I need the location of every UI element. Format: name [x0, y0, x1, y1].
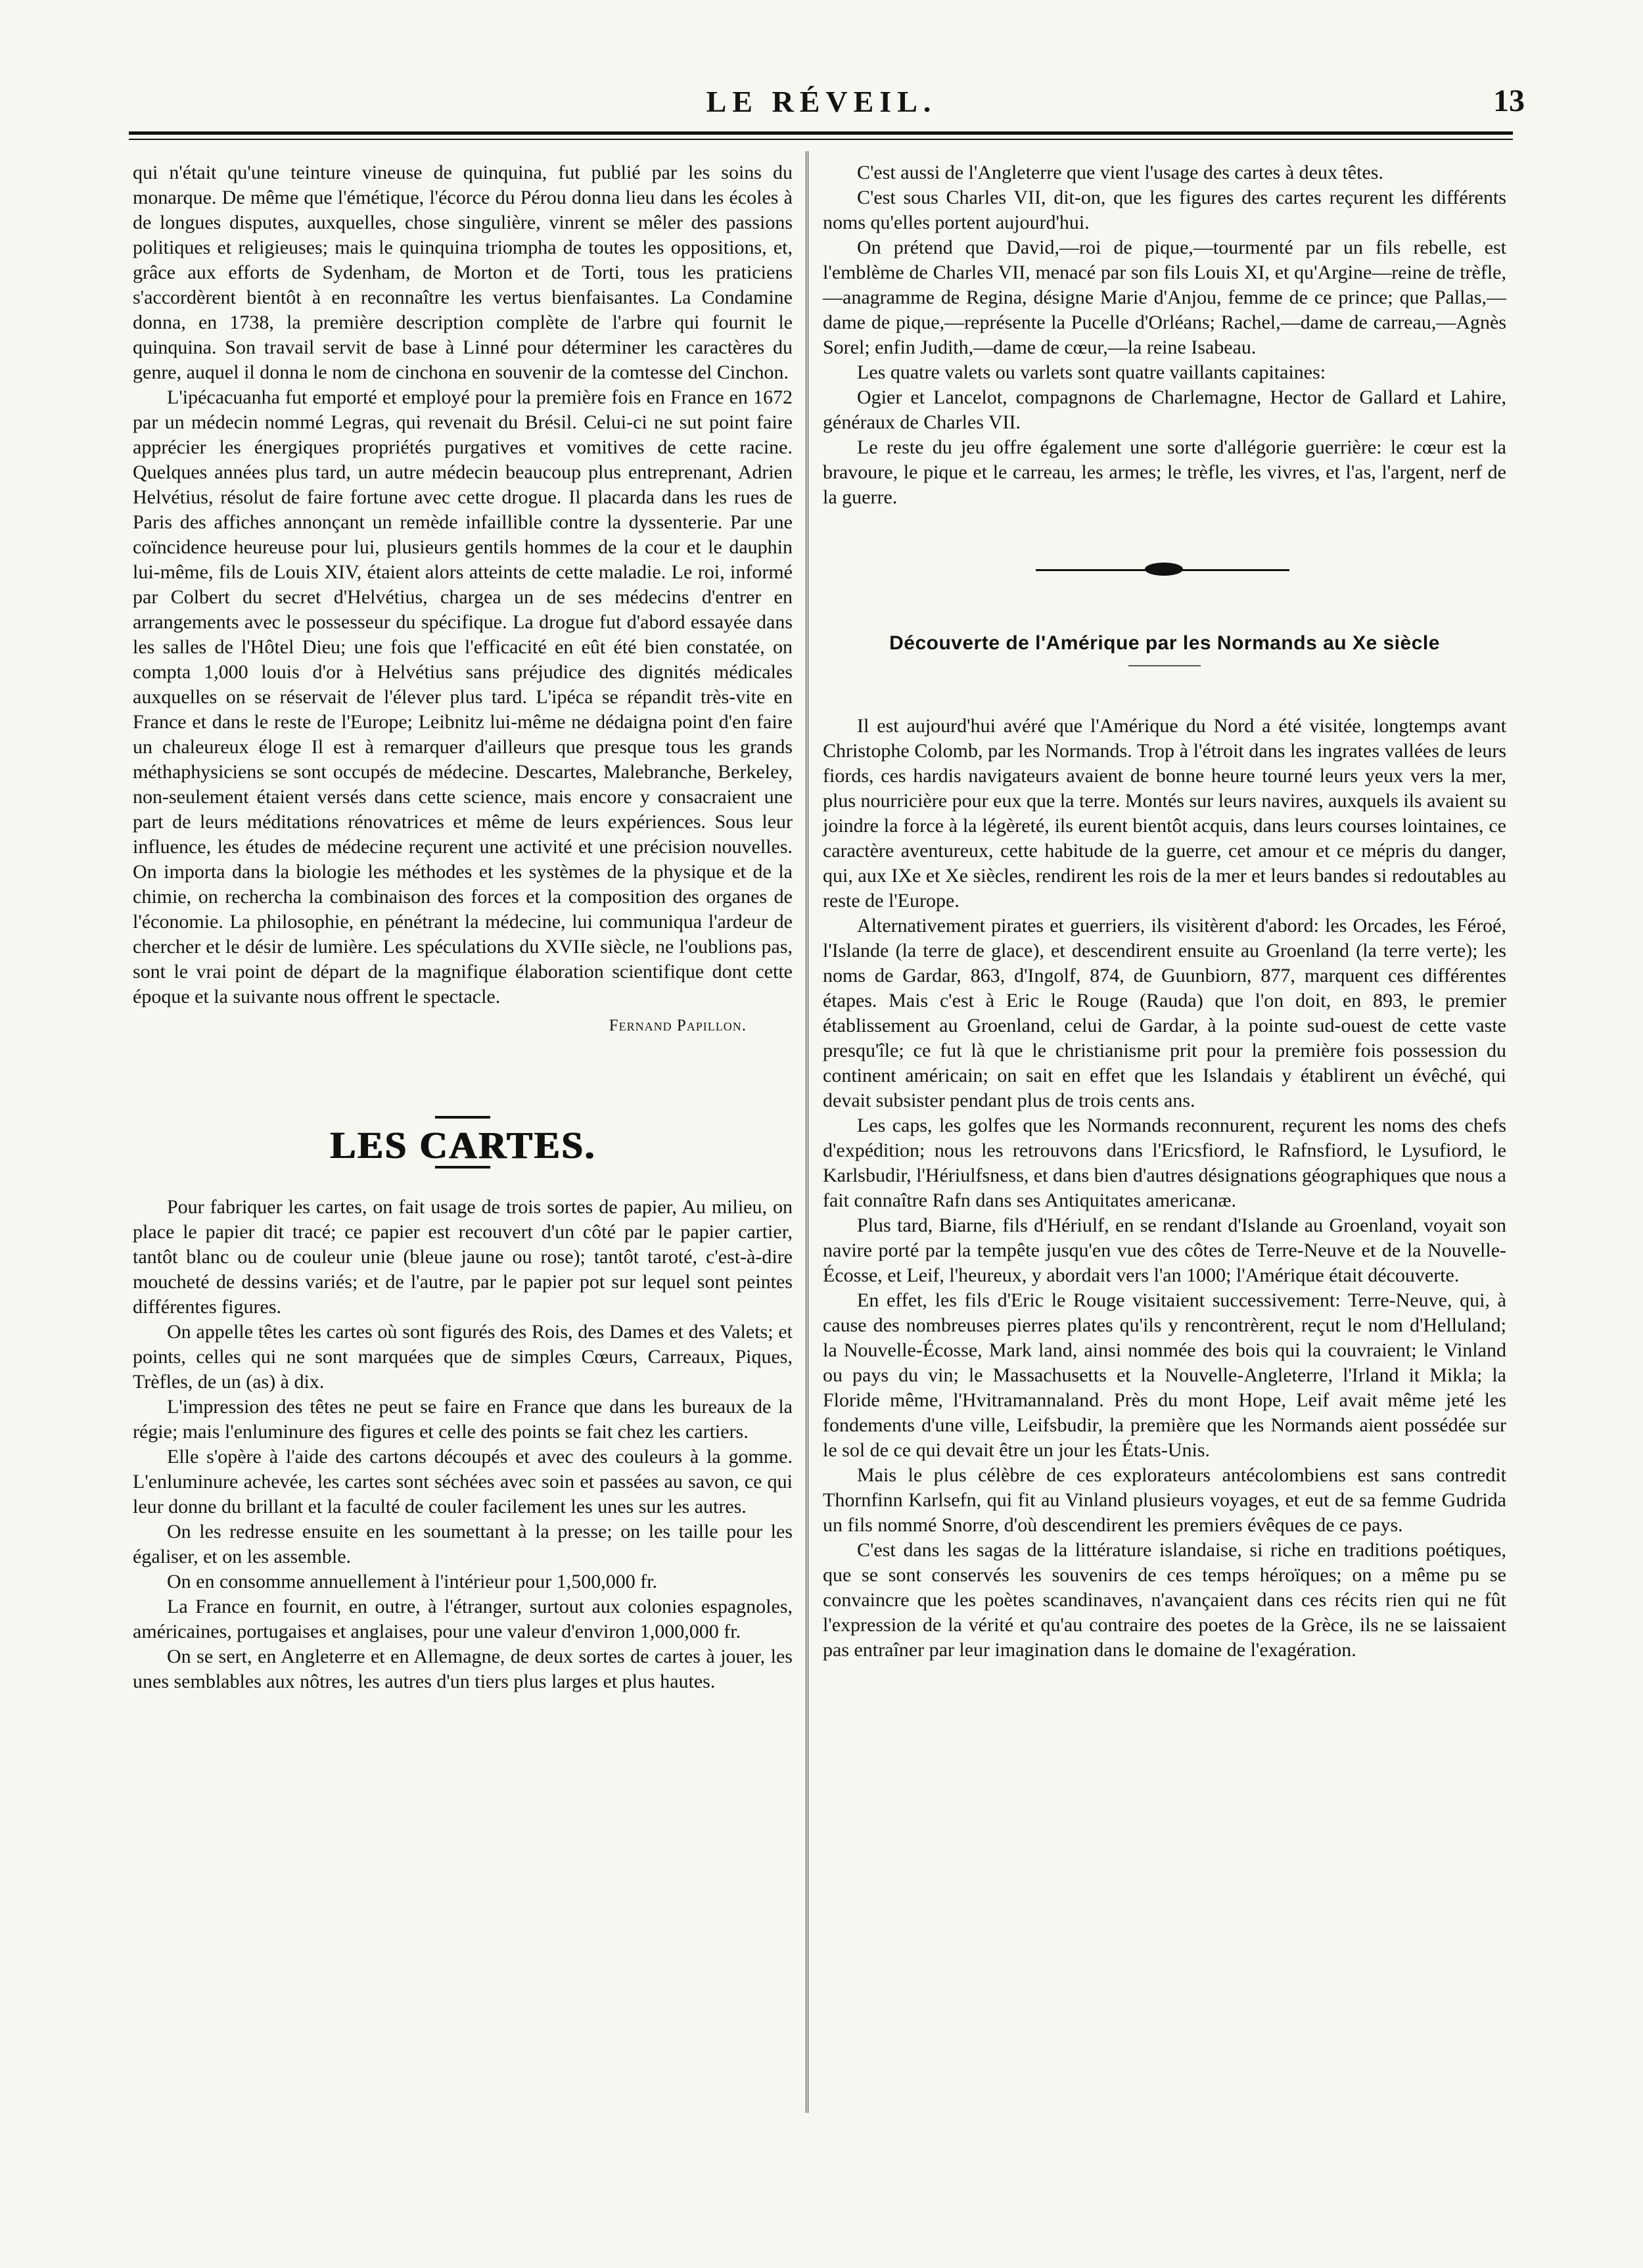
- separator-rule: [1128, 665, 1201, 666]
- paragraph: C'est aussi de l'Angleterre que vient l'usage des cartes à deux têtes.: [857, 162, 1383, 183]
- header-rule: [129, 131, 1513, 140]
- paragraph: Elle s'opère à l'aide des cartons découpés et avec des couleurs à la gomme. L'enluminure achevée, les cartes sont séchées avec soin et passées au savon, ce qui leur donne du brillant et la faculté de couler facilement les unes sur les autres.: [133, 1446, 793, 1517]
- section-title: [133, 1124, 793, 1167]
- article-title: Découverte de l'Amérique par les Normands au Xe siècle: [889, 632, 1440, 654]
- paragraph: Mais le plus célèbre de ces explorateurs antécolombiens est sans contredit Thornfinn Karlsefn, qui fit au Vinland plusieurs voyages, et eut de sa femme Gudrida un fils nommé Snorre, d'où descendirent les premiers évêques de ce pays.: [823, 1464, 1506, 1536]
- running-title: LE RÉVEIL.: [706, 85, 937, 118]
- paragraph: On les redresse ensuite en les soumettant à la presse; on les taille pour les égaliser, et on les assemble.: [133, 1521, 793, 1567]
- ornament-dot: [1145, 563, 1183, 576]
- column-rule: [806, 151, 808, 2113]
- paragraph: L'ipécacuanha fut emporté et employé pour la première fois en France en 1672 par un médecin nommé Legras, qui revenait du Brésil. Celui-ci ne sut point faire apprécier les énergiques propriétés purgatives et vomitives de cette racine. Quelques années plus tard, un autre médecin beaucoup plus entreprenant, Adrien Helvétius, résolut de faire fortune avec cette drogue. Il placarda dans les rues de Paris des affiches annonçant un remède infaillible contre la dyssenterie. Par une coïncidence heureuse pour lui, plusieurs gentils hommes de la cour et le dauphin lui-même, fils de Louis XIV, étaient alors atteints de cette maladie. Le roi, informé par Colbert du secret d'Helvétius, chargea un de ses médecins d'entrer en arrangements avec le possesseur du spécifique. La drogue fut d'abord essayée dans les salles de l'Hôtel Dieu; une fois que l'efficacité en eût été bien constatée, on compta 1,000 louis d'or à Helvétius sans préjudice des dignités médicales auxquelles on se réservait de l'élever plus tard. L'ipéca se répandit très-vite en France et dans le reste de l'Europe; Leibnitz lui-même ne dédaigna point d'en faire un chaleureux éloge Il est à remarquer d'ailleurs que presque tous les grands méthaphysiciens se sont occupés de médecine. Descartes, Malebranche, Berkeley, non-seulement étaient versés dans cette science, mais encore y consacraient une part de leurs méditations rénovatrices et même de leurs expériences. Sous leur influence, les études de médecine reçurent une activité et une précision nouvelles. On importa dans la biologie les méthodes et les systèmes de la physique et de la chimie, on rechercha la combinaison des forces et la composition des organes de l'économie. La philosophie, en pénétrant la médecine, lui communiqua l'ardeur de chercher et le désir de lumière. Les spéculations du XVIIe siècle, ne l'oublions pas, sont le vrai point de départ de la magnifique élaboration scientifique dont cette époque et la suivante nous offrent le spectacle.: [133, 386, 793, 1007]
- paragraph: Les caps, les golfes que les Normands reconnurent, reçurent les noms des chefs d'expédition; nous les retrouvons dans l'Ericsfiord, le Rafnsfiord, le Lysufiord, le Karlsbudir, l'Hériulfsness, et dans bien d'autres désignations géographiques que nous a fait connaître Rafn dans ses Antiquitates americanæ.: [823, 1115, 1506, 1211]
- paragraph: On prétend que David,—roi de pique,—tourmenté par un fils rebelle, est l'emblème de Charles VII, menacé par son fils Louis XI, et qu'Argine—reine de trèfle,—anagramme de Regina, désigne Marie d'Anjou, femme de ce prince; que Pallas,—dame de pique,—représente la Pucelle d'Orléans; Rachel,—dame de carreau,—Agnès Sorel; enfin Judith,—dame de cœur,—la reine Isabeau.: [823, 237, 1506, 358]
- paragraph: Alternativement pirates et guerriers, ils visitèrent d'abord: les Orcades, les Féroé, l'Islande (la terre de glace), et descendirent ensuite au Groenland (la terre verte); les noms de Gardar, 863, d'Ingolf, 874, de Guunbiorn, 877, marquent ces différentes étapes. Mais c'est à Eric le Rouge (Rauda) que l'on doit, en 893, le premier établissement au Groenland, celui de Gardar, à la pointe sud-ouest de cette vaste presqu'île; ce fut là que le christianisme prit pour la première fois possession du continent américain; on sait en effet que les Islandais y établirent un évêché, qui devait subsister pendant plus de trois cents ans.: [823, 915, 1506, 1111]
- paragraph: La France en fournit, en outre, à l'étranger, surtout aux colonies espagnoles, américaines, portugaises et anglaises, pour une valeur d'environ 1,000,000 fr.: [133, 1596, 793, 1642]
- paragraph: En effet, les fils d'Eric le Rouge visitaient successivement: Terre-Neuve, qui, à cause des nombreuses pierres plates qu'ils y rencontrèrent, reçut le nom d'Helluland; la Nouvelle-Écosse, Mark land, ainsi nommée des bois qui la couvraient; le Vinland ou pays du vin; le Massachusetts et la Nouvelle-Angleterre, l'Irland it Mikla; la Floride même, l'Hvitramannaland. Près du mont Hope, Leif avait même jeté les fondements d'une ville, Leifsbudir, la première que les Normands aient possédée sur le sol de ce qui devait être un jour les États-Unis.: [823, 1289, 1506, 1461]
- page-number: 13: [1493, 83, 1525, 118]
- paragraph: Plus tard, Biarne, fils d'Hériulf, en se rendant d'Islande au Groenland, voyait son navire porté par la tempête jusqu'en vue des côtes de Terre-Neuve et de la Nouvelle-Écosse, et Leif, l'heureux, y abordait vers l'an 1000; l'Amérique était découverte.: [823, 1215, 1506, 1286]
- article-signature: Fernand Papillon.: [609, 1017, 747, 1034]
- left-column: [133, 160, 793, 1694]
- paragraph: L'impression des têtes ne peut se faire en France que dans les bureaux de la régie; mais l'enluminure des figures et celle des points se fait chez les cartiers.: [133, 1396, 793, 1443]
- separator-rule: [435, 1116, 490, 1119]
- paragraph: C'est sous Charles VII, dit-on, que les figures des cartes reçurent les différents noms qu'elles portent aujourd'hui.: [823, 187, 1506, 233]
- paragraph: Le reste du jeu offre également une sorte d'allégorie guerrière: le cœur est la bravoure, le pique et le carreau, les armes; le trèfle, les vivres, et l'as, l'argent, nerf de la guerre.: [823, 436, 1506, 508]
- paragraph: Ogier et Lancelot, compagnons de Charlemagne, Hector de Gallard et Lahire, généraux de Charles VII.: [823, 386, 1506, 433]
- right-column: [823, 160, 1506, 1663]
- paragraph: On en consomme annuellement à l'intérieur pour 1,500,000 fr.: [167, 1571, 658, 1592]
- paragraph: Il est aujourd'hui avéré que l'Amérique du Nord a été visitée, longtemps avant Christophe Colomb, par les Normands. Trop à l'étroit dans les ingrates vallées de leurs fiords, ces hardis navigateurs avaient de bonne heure tourné leurs yeux vers la mer, plus nourricière pour eux que la terre. Montés sur leurs navires, auxquels ils avaient su joindre la force à la légèreté, ils eurent bientôt acquis, dans leurs courses lointaines, ce caractère aventureux, cette habitude de la guerre, cet amour et ce mépris du danger, qui, aux IXe et Xe siècles, rendirent les rois de la mer et leurs bandes si redoutables au reste de l'Europe.: [823, 715, 1506, 912]
- paragraph: C'est dans les sagas de la littérature islandaise, si riche en traditions poétiques, que se sont conservés les souvenirs de ces temps héroïques; on a même pu se convaincre que les poètes scandinaves, n'avançaient dans ces récits rien qui ne fût l'expression de la vérité et qu'au contraire des poetes de la Grèce, ils ne se laissaient pas entraîner par leur imagination dans le domaine de l'exagération.: [823, 1539, 1506, 1661]
- section-title-text: LES CARTES.: [329, 1124, 596, 1167]
- spacer: [133, 1038, 793, 1116]
- paragraph: Pour fabriquer les cartes, on fait usage de trois sortes de papier, Au milieu, on place le papier dit tracé; ce papier est recouvert d'un côté par le papier cartier, tantôt blanc ou de couleur unie (bleue jaune ou rose); tantôt taroté, c'est-à-dire moucheté de dessins variés; et de l'autre, par le papier pot sur lequel sont peintes différentes figures.: [133, 1196, 793, 1318]
- paragraph: Les quatre valets ou varlets sont quatre vaillants capitaines:: [857, 361, 1326, 383]
- paragraph: On appelle têtes les cartes où sont figurés des Rois, des Dames et des Valets; et points, celles qui ne sont marquées que de simples Cœurs, Carreaux, Piques, Trèfles, de un (as) à dix.: [133, 1321, 793, 1393]
- ornament-divider: [823, 540, 1506, 586]
- paragraph: On se sert, en Angleterre et en Allemagne, de deux sortes de cartes à jouer, les unes semblables aux nôtres, les autres d'un tiers plus larges et plus hautes.: [133, 1646, 793, 1692]
- paragraph: qui n'était qu'une teinture vineuse de quinquina, fut publié par les soins du monarque. De même que l'émétique, l'écorce du Pérou donna lieu dans les écoles à de longues disputes, auxquelles, chose singulière, vinrent se mêler des passions politiques et religieuses; mais le quinquina triompha de toutes les oppositions, et, grâce aux efforts de Sydenham, de Morton et de Torti, tous les praticiens s'accordèrent bientôt à en reconnaître les vertus bienfaisantes. La Condamine donna, en 1738, la première description complète de l'arbre qui fournit le quinquina. Son travail servit de base à Linné pour déterminer les caractères du genre, auquel il donna le nom de cinchona en souvenir de la comtesse del Cinchon.: [133, 162, 793, 383]
